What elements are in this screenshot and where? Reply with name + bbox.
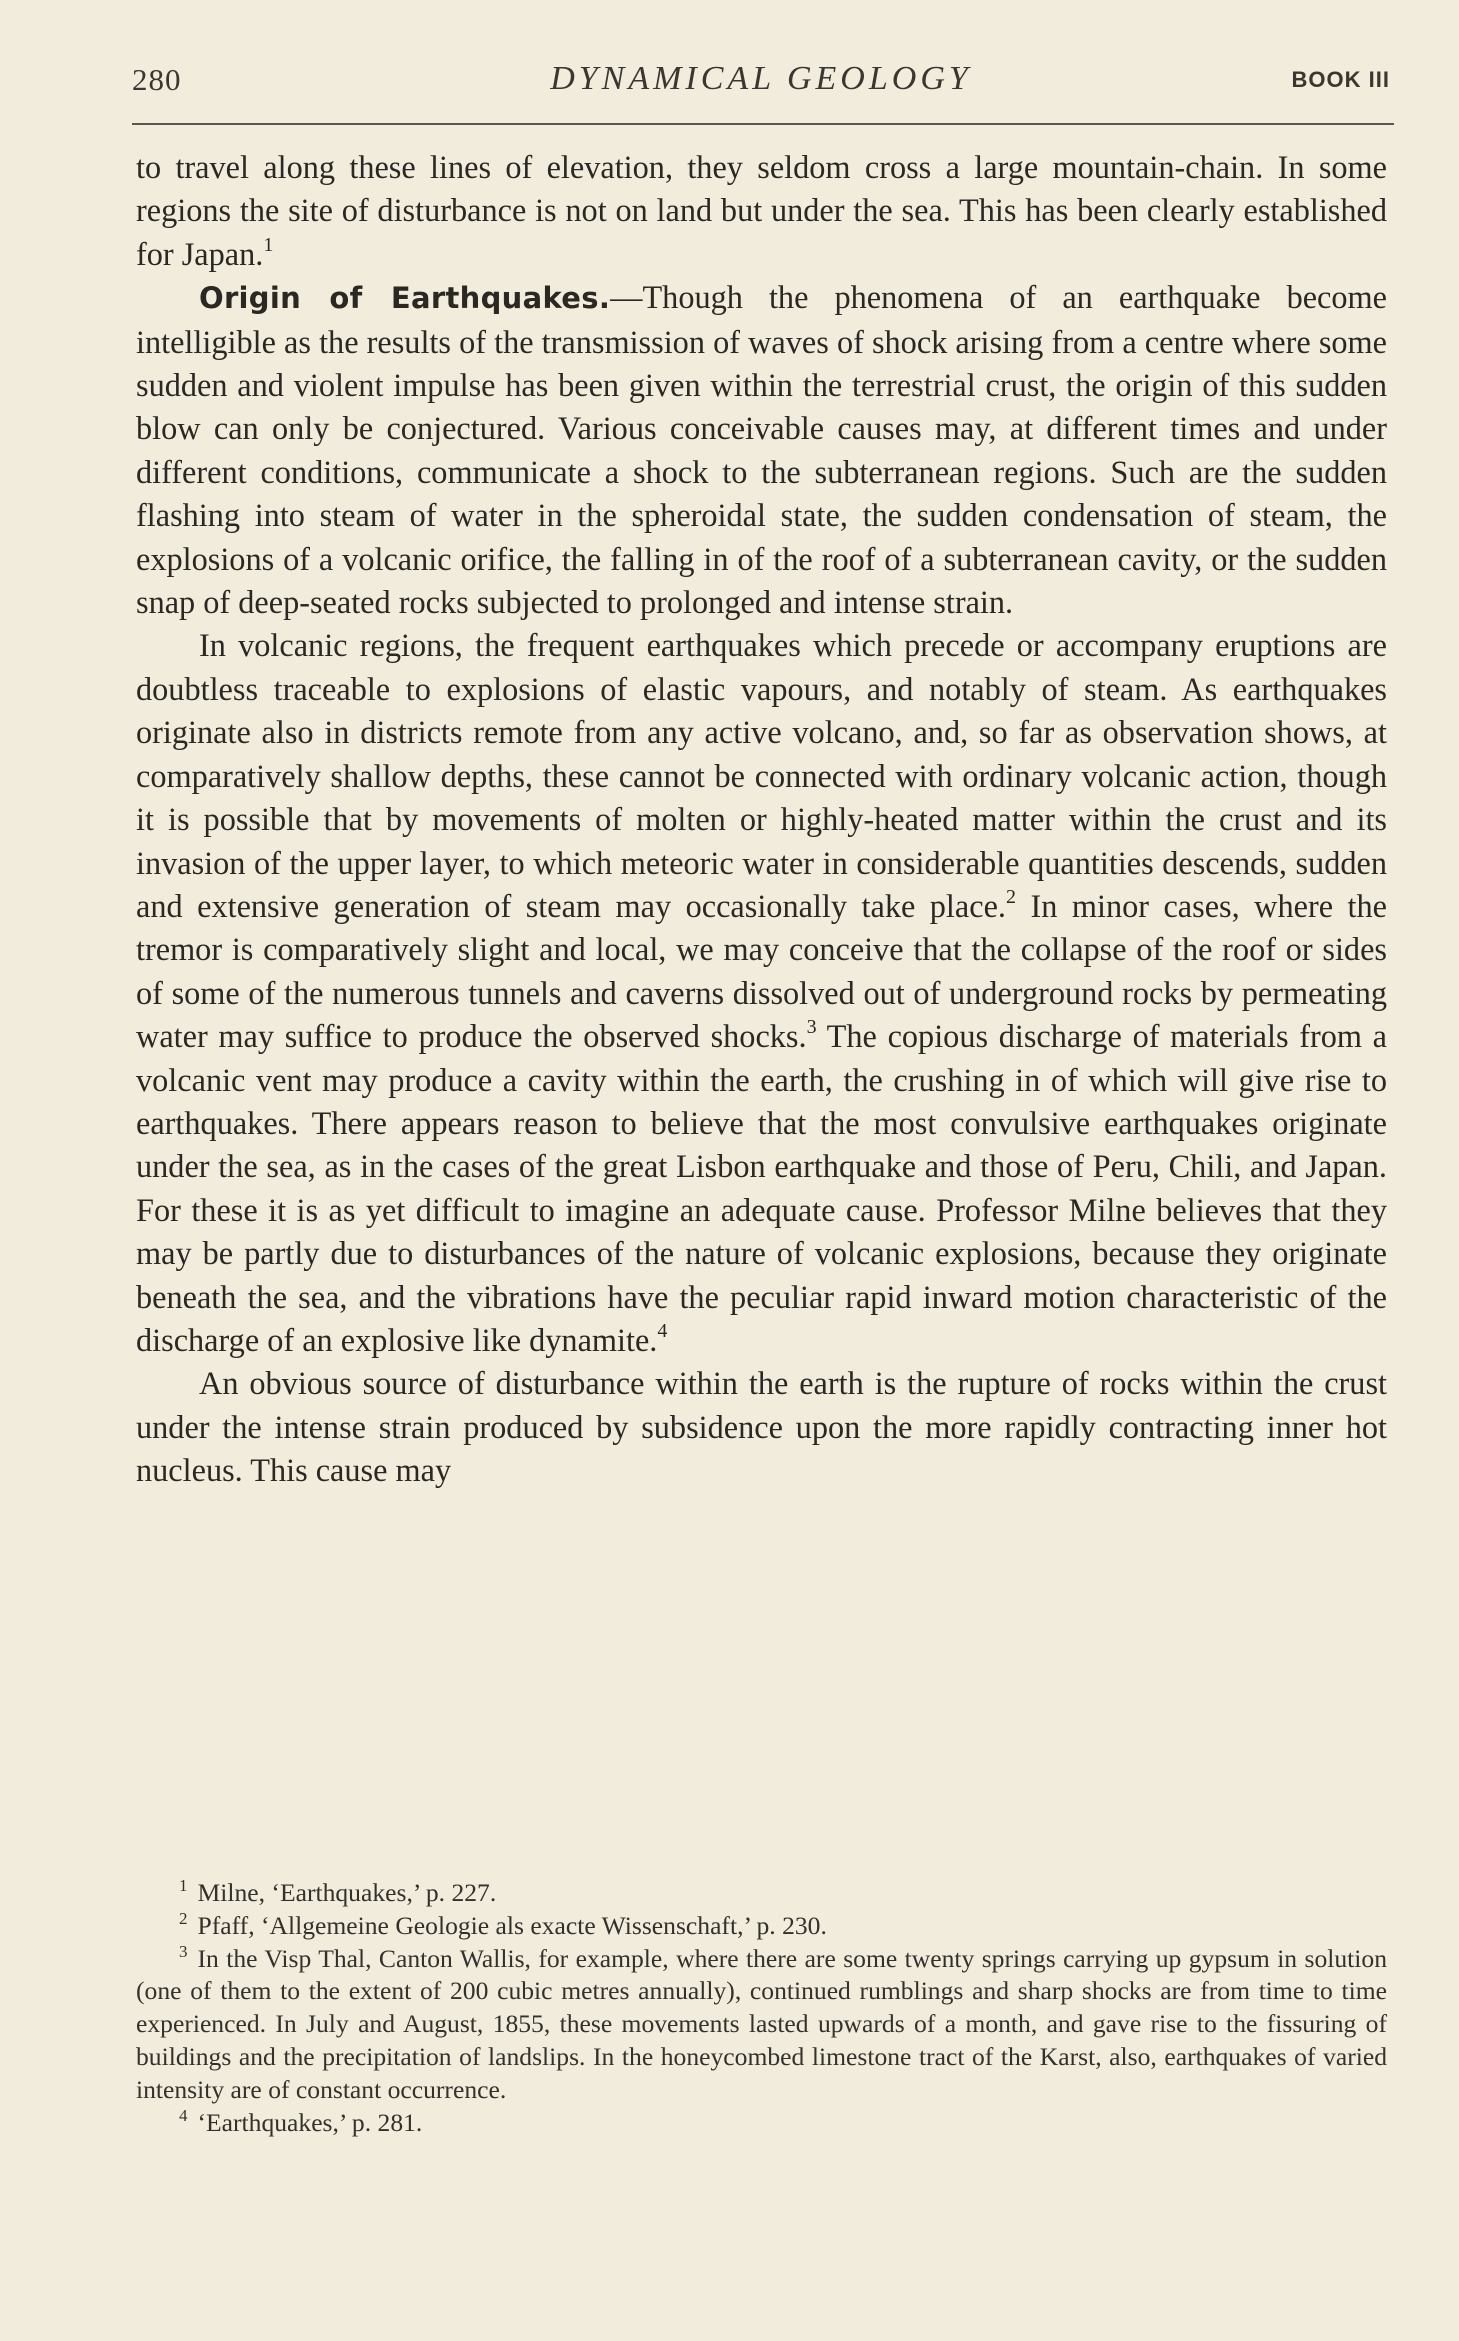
paragraph-4 <box>136 1362 1387 1492</box>
running-header <box>132 60 1390 110</box>
footnote-2-text: Pfaff, ‘Allgemeine Geologie als exacte Wissenschaft,’ p. 230. <box>197 1910 827 1940</box>
footnote-1-mark: 1 <box>179 1876 188 1896</box>
footnotes <box>136 1877 1387 2139</box>
paragraph-3-text-b: In minor cases, where the tremor is comparatively slight and local, we may conceive that the collapse of the roof or sides of some of the numerous tunnels and caverns dissolved out of underground rocks by permeating water may suffice to produce the observed shocks. <box>136 887 1387 1055</box>
paragraph-4-text: An obvious source of disturbance within the earth is the rupture of rocks within the crust under the intense strain produced by subsidence upon the more rapidly contracting inner hot nucleus. This cause may <box>136 1365 1387 1489</box>
footnote-3-mark: 3 <box>179 1942 188 1962</box>
footnote-ref-1: 1 <box>263 234 274 257</box>
footnote-1-text: Milne, ‘Earthquakes,’ p. 227. <box>197 1878 497 1907</box>
footnote-3 <box>136 1943 1387 2107</box>
paragraph-3 <box>136 624 1387 1362</box>
paragraph-1-text: to travel along these lines of elevation, they seldom cross a large mountain-chain. In some regions the site of disturbance is not on land but under the sea. This has been clearly established for Japan. <box>136 149 1387 272</box>
footnote-1 <box>136 1877 1387 1910</box>
body-text <box>136 146 1387 1493</box>
footnote-4-mark: 4 <box>179 2106 188 2126</box>
running-title: DYNAMICAL GEOLOGY <box>550 60 972 97</box>
footnote-4-text: ‘Earthquakes,’ p. 281. <box>197 2107 423 2137</box>
paragraph-1 <box>136 146 1387 276</box>
book-label: BOOK III <box>1291 67 1390 92</box>
paragraph-3-text-a: In volcanic regions, the frequent earthquakes which precede or accompany eruptions are doubtless traceable to explosions of elastic vapours, and notably of steam. As earthquakes originate also in districts remote from any active volcano, and, so far as observation shows, at comparatively shallow depths, these cannot be connected with ordinary volcanic action, though it is possible that by movements of molten or highly-heated matter within the crust and its invasion of the upper layer, to which meteoric water in considerable quantities descends, sudden and extensive generation of steam may occasionally take place. <box>136 627 1387 924</box>
header-rule <box>132 123 1394 125</box>
footnote-ref-4: 4 <box>657 1320 668 1343</box>
page-number: 280 <box>132 62 182 97</box>
footnote-4 <box>136 2107 1387 2140</box>
paragraph-2 <box>136 276 1387 624</box>
paragraph-3-text-c: The copious discharge of materials from a volcanic vent may produce a cavity within the earth, the crushing in of which will give rise to earthquakes. There appears reason to believe that the most convulsive earthquakes originate under the sea, as in the cases of the great Lisbon earthquake and those of Peru, Chili, and Japan. For these it is as yet difficult to imagine an adequate cause. Professor Milne believes that they may be partly due to disturbances of the nature of volcanic explosions, because they originate beneath the sea, and the vibrations have the peculiar rapid inward motion characteristic of the discharge of an explosive like dynamite. <box>136 1018 1388 1358</box>
footnote-3-text: In the Visp Thal, Canton Wallis, for example, where there are some twenty springs carrying up gypsum in solution (one of them to the extent of 200 cubic metres annually), continued rumblings and sharp shocks are from time to time experienced. In July and August, 1855, these movements lasted upwards of a month, and gave rise to the fissuring of buildings and the precipitation of landslips. In the honeycombed limestone tract of the Karst, also, earthquakes of varied intensity are of constant occurrence. <box>136 1943 1387 2104</box>
footnote-2-mark: 2 <box>179 1909 188 1929</box>
paragraph-2-text: —Though the phenomena of an earthquake become intelligible as the results of the transmission of waves of shock arising from a centre where some sudden and violent impulse has been given within the terrestrial crust, the origin of this sudden blow can only be conjectured. Various conceivable causes may, at different times and under different conditions, communicate a shock to the subterranean regions. Such are the sudden flashing into steam of water in the spheroidal state, the sudden condensation of steam, the explosions of a volcanic orifice, the falling in of the roof of a subterranean cavity, or the sudden snap of deep-seated rocks subjected to prolonged and intense strain. <box>136 279 1387 621</box>
section-heading: Origin of Earthquakes. <box>199 281 611 316</box>
footnote-2 <box>136 1910 1387 1943</box>
footnote-ref-3: 3 <box>806 1016 817 1039</box>
footnote-ref-2: 2 <box>1005 886 1016 909</box>
